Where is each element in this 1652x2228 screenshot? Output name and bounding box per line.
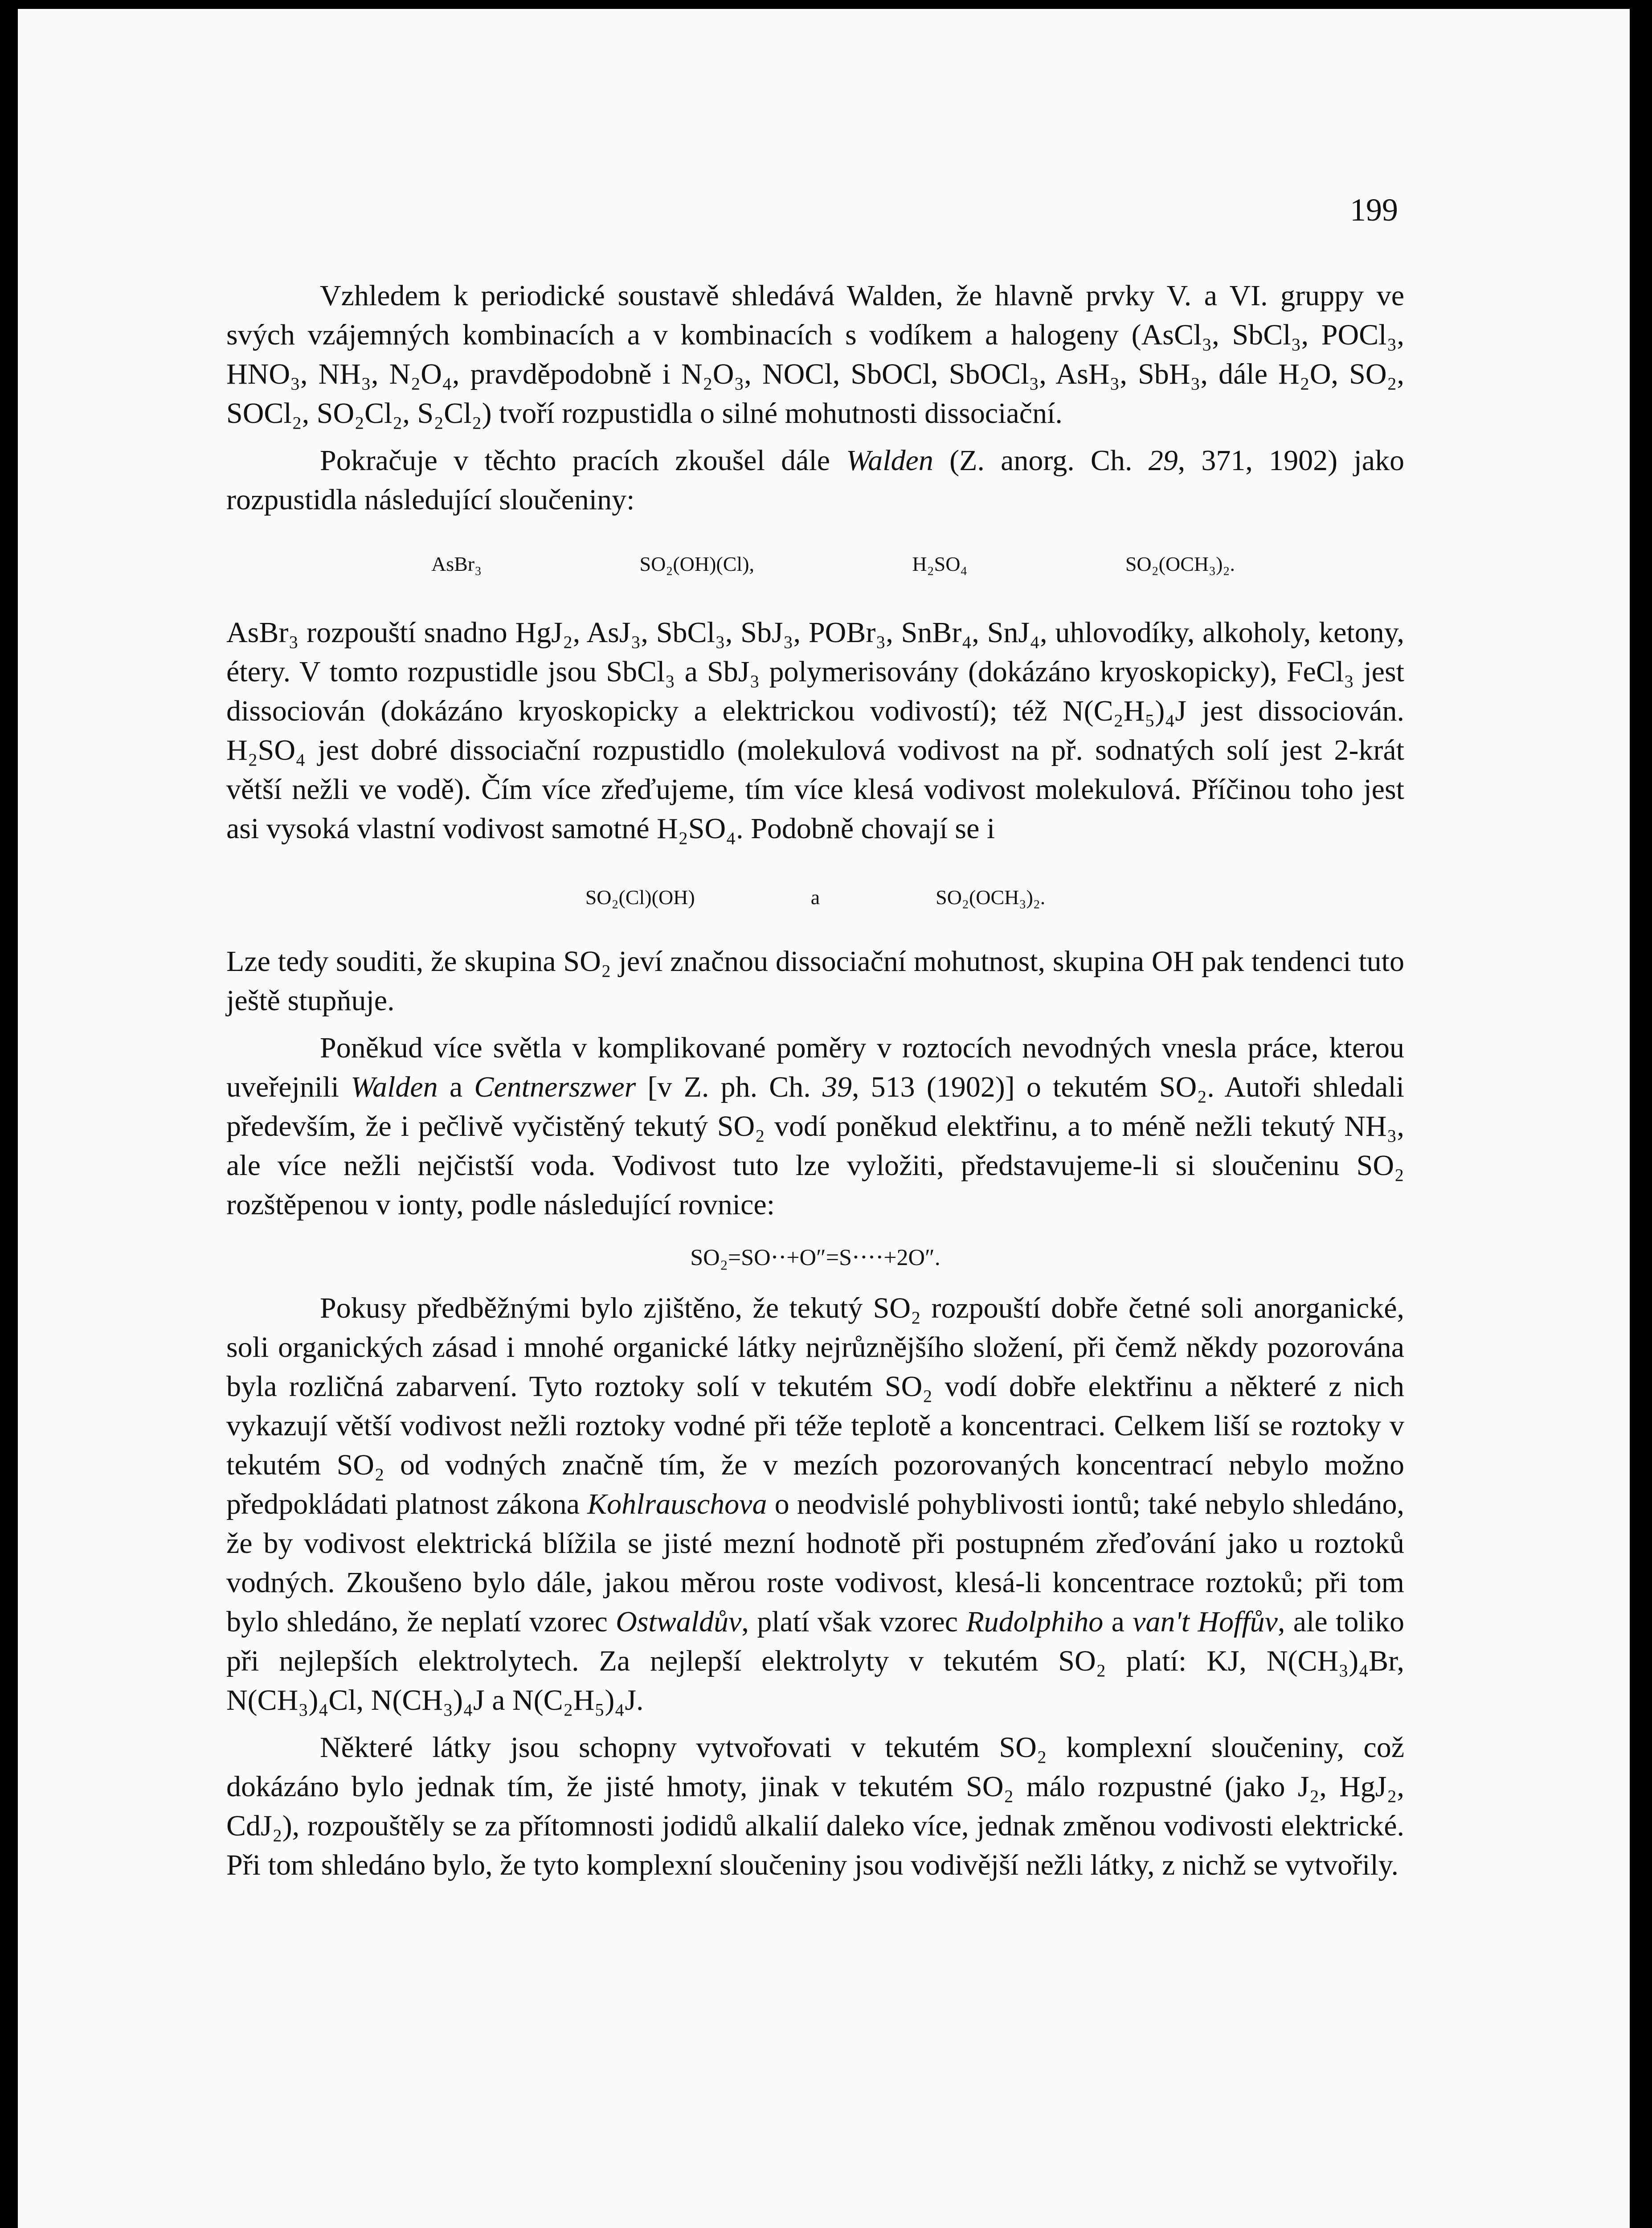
formula-so2-cl-oh: SO₂(Cl)(OH) — [585, 886, 695, 909]
formula-conjunction: a — [810, 886, 820, 909]
paragraph-1: Vzhledem k periodické soustavě shledává Walden, že hlavně prvky V. a VI. gruppy ve svých vzájemných kombinacích a v kombinacích s vodíkem a halogeny (AsCl₃, SbCl₃, POCl₃, HNO₃, NH₃, N₂O₄, pravděpodobně i N₂O₃, NOCl, SbOCl, SbOCl₃, AsH₃, SbH₃, dále H₂O, SO₂, SOCl₂, SO₂Cl₂, S₂Cl₂) tvoří rozpustidla o silné mohutnosti dissociační. — [226, 279, 1404, 430]
author-walden: Walden — [846, 444, 933, 477]
name-vant-hoff: van't Hoffův — [1133, 1605, 1278, 1638]
equation: SO₂=SO⋅⋅+O″=S⋅⋅⋅⋅+2O″. — [690, 1245, 940, 1270]
volume-29: 29 — [1148, 444, 1178, 477]
name-ostwald: Ostwaldův — [616, 1605, 742, 1638]
formula-h2so4: H₂SO₄ — [912, 553, 968, 575]
formula-row-2 — [226, 880, 1404, 915]
formula-so2-och3-2: SO₂(OCH₃)₂. — [936, 886, 1046, 909]
paragraph-2: Pokračuje v těchto pracích zkoušel dále Walden (Z. anorg. Ch. 29, 371, 1902) jako rozpustidla následující sloučeniny: — [226, 444, 1404, 516]
paragraph-4: Lze tedy souditi, že skupina SO₂ jeví značnou dissociační mohutnost, skupina OH pak tendenci tuto ještě stupňuje. — [226, 945, 1404, 1017]
paragraph-5: Poněkud více světla v komplikované poměry v roztocích nevodných vnesla práce, kterou uveřejnili Walden a Centnerszwer [v Z. ph. Ch. 39, 513 (1902)] o tekutém SO₂. Autoři shledali především, že i pečlivě vyčistěný tekutý SO₂ vodí poněkud elektřinu, a to méně nežli tekutý NH₃, ale více nežli nejčistší voda. Vodivost tuto lze vyložiti, představujeme-li si sloučeninu SO₂ rozštěpenou v ionty, podle následující rovnice: — [226, 1032, 1404, 1221]
formula-so2-oh-cl: SO₂(OH)(Cl), — [639, 553, 755, 575]
volume-39: 39 — [822, 1071, 852, 1103]
paragraph-6: Pokusy předběžnými bylo zjištěno, že tekutý SO₂ rozpouští dobře četné soli anorganické, soli organických zásad i mnohé organické látky nejrůznějšího složení, při čemž někdy pozorována byla rozličná zabarvení. Tyto roztoky solí v tekutém SO₂ vodí dobře elektřinu a některé z nich vykazují větší vodivost nežli roztoky vodné při téže teplotě a koncentraci. Celkem liší se roztoky v tekutém SO₂ od vodných značně tím, že v mezích pozorovaných koncentrací nebylo možno předpokládati platnost zákona Kohlrauschova o neodvislé pohyblivosti iontů; také nebylo shledáno, že by vodivost elektrická blížila se jisté mezní hodnotě při postupném zřeďování jako u roztoků vodných. Zkoušeno bylo dále, jakou měrou roste vodivost, klesá-li koncentrace roztoků; při tom bylo shledáno, že neplatí vzorec Ostwaldův, platí však vzorec Rudolphiho a van't Hoffův, ale toliko při nejlepších elektrolytech. Za nejlepší elektrolyty v tekutém SO₂ platí: KJ, N(CH₃)₄Br, N(CH₃)₄Cl, N(CH₃)₄J a N(C₂H₅)₄J. — [226, 1292, 1404, 1716]
formula-so2-och3: SO₂(OCH₃)₂. — [1125, 553, 1235, 575]
body-text — [226, 276, 1404, 1893]
page — [18, 9, 1630, 2228]
name-kohlrausch: Kohlrauschova — [587, 1488, 767, 1520]
paragraph-7: Některé látky jsou schopny vytvořovati v tekutém SO₂ komplexní sloučeniny, což dokázáno bylo jednak tím, že jisté hmoty, jinak v tekutém SO₂ málo rozpustné (jako J₂, HgJ₂, CdJ₂), rozpouštěly se za přítomnosti jodidů alkalií daleko více, jednak změnou vodivosti elektrické. Při tom shledáno bylo, že tyto komplexní sloučeniny jsou vodivější nežli látky, z nichž se vytvořily. — [226, 1731, 1404, 1881]
author-walden-2: Walden — [351, 1071, 438, 1103]
paragraph-3: AsBr₃ rozpouští snadno HgJ₂, AsJ₃, SbCl₃, SbJ₃, POBr₃, SnBr₄, SnJ₄, uhlovodíky, alkoholy, ketony, étery. V tomto rozpustidle jsou SbCl₃ a SbJ₃ polymerisovány (dokázáno kryoskopicky), FeCl₃ jest dissociován (dokázáno kryoskopicky a elektrickou vodivostí); též N(C₂H₅)₄J jest dissociován. H₂SO₄ jest dobré dissociační rozpustidlo (molekulová vodivost na př. sodnatých solí jest 2-krát větší nežli ve vodě). Čím více zřeďujeme, tím více klesá vodivost molekulová. Příčinou toho jest asi vysoká vlastní vodivost samotné H₂SO₄. Podobně chovají se i — [226, 616, 1404, 845]
name-rudolphi: Rudolphiho — [966, 1605, 1104, 1638]
formula-asbr3: AsBr₃ — [431, 553, 482, 575]
author-centnerszwer: Centnerszwer — [474, 1071, 636, 1103]
formula-row-1 — [226, 546, 1404, 582]
page-number: 199 — [1350, 192, 1398, 228]
